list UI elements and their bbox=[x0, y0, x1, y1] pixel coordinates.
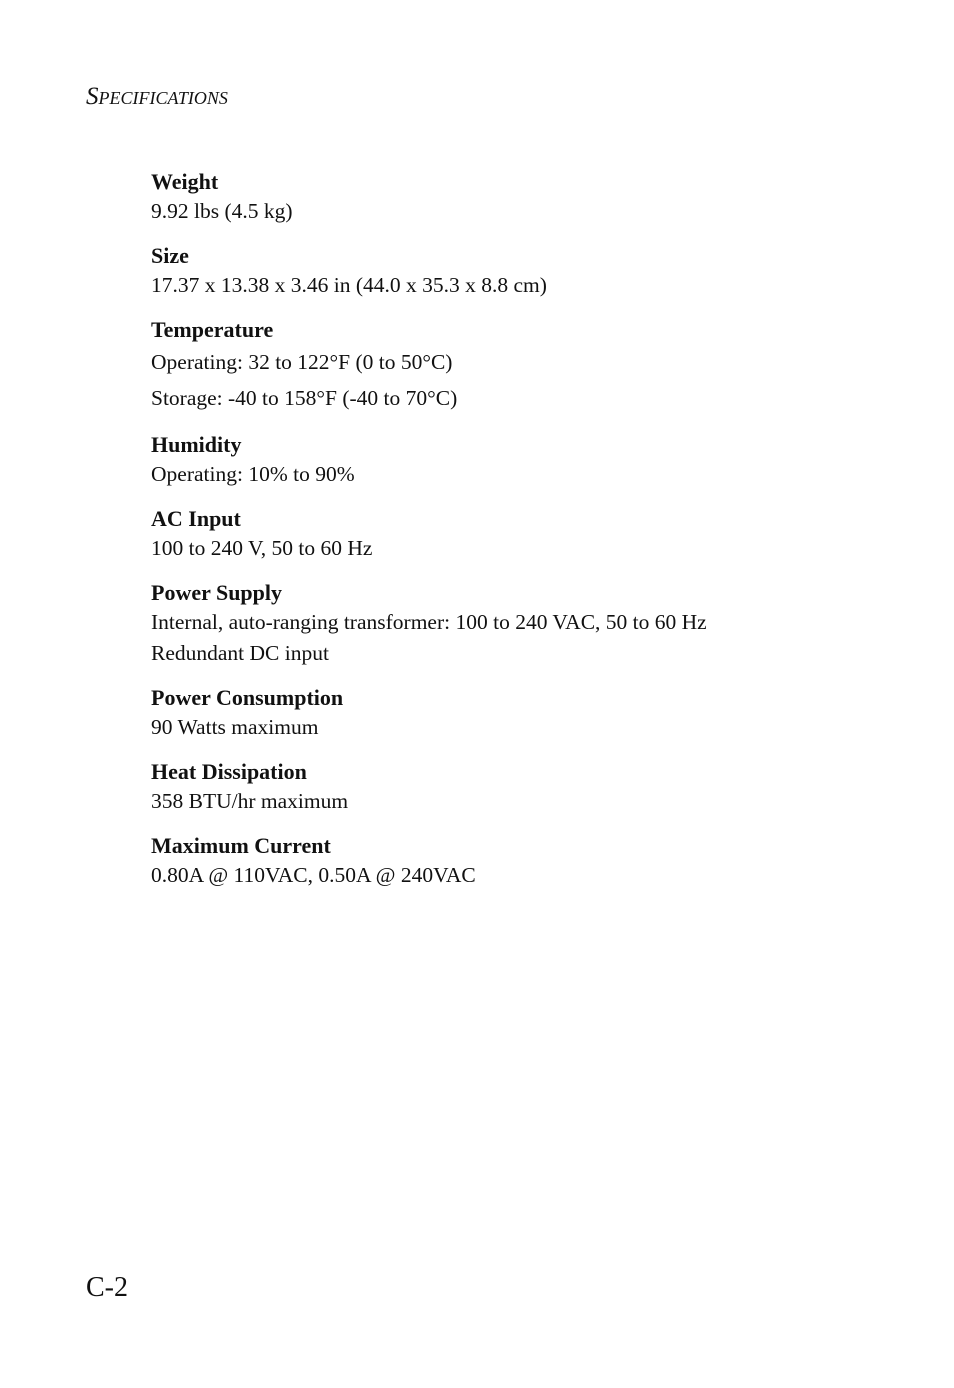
spec-title: Heat Dissipation bbox=[151, 759, 307, 784]
spec-title: Size bbox=[151, 243, 189, 268]
spec-power-supply bbox=[151, 579, 871, 669]
spec-ac-input bbox=[151, 505, 871, 564]
spec-humidity bbox=[151, 431, 871, 490]
spec-value: 17.37 x 13.38 x 3.46 in (44.0 x 35.3 x 8.8 cm) bbox=[151, 273, 547, 297]
spec-maximum-current bbox=[151, 832, 871, 891]
spec-value: Internal, auto-ranging transformer: 100 to 240 VAC, 50 to 60 Hz bbox=[151, 610, 707, 634]
spec-value: 90 Watts maximum bbox=[151, 715, 319, 739]
spec-value: 358 BTU/hr maximum bbox=[151, 789, 349, 813]
spec-title: Weight bbox=[151, 169, 219, 194]
spec-value: Storage: -40 to 158°F (-40 to 70°C) bbox=[151, 386, 458, 410]
spec-value: Operating: 32 to 122°F (0 to 50°C) bbox=[151, 350, 453, 374]
page-number: C-2 bbox=[86, 1272, 128, 1303]
spec-title: Power Supply bbox=[151, 580, 283, 605]
spec-temperature bbox=[151, 316, 871, 416]
spec-title: Humidity bbox=[151, 432, 242, 457]
spec-value: Operating: 10% to 90% bbox=[151, 462, 355, 486]
spec-size bbox=[151, 242, 871, 301]
spec-title: Power Consumption bbox=[151, 685, 344, 710]
spec-title: Temperature bbox=[151, 317, 274, 342]
spec-list bbox=[151, 168, 871, 906]
spec-power-consumption bbox=[151, 684, 871, 743]
spec-value: 0.80A @ 110VAC, 0.50A @ 240VAC bbox=[151, 863, 476, 887]
spec-value: 9.92 lbs (4.5 kg) bbox=[151, 199, 293, 223]
spec-value: Redundant DC input bbox=[151, 641, 329, 665]
spec-title: Maximum Current bbox=[151, 833, 331, 858]
spec-value: 100 to 240 V, 50 to 60 Hz bbox=[151, 536, 373, 560]
spec-weight bbox=[151, 168, 871, 227]
spec-title: AC Input bbox=[151, 506, 241, 531]
running-header: Specifications bbox=[86, 83, 228, 110]
spec-heat-dissipation bbox=[151, 758, 871, 817]
